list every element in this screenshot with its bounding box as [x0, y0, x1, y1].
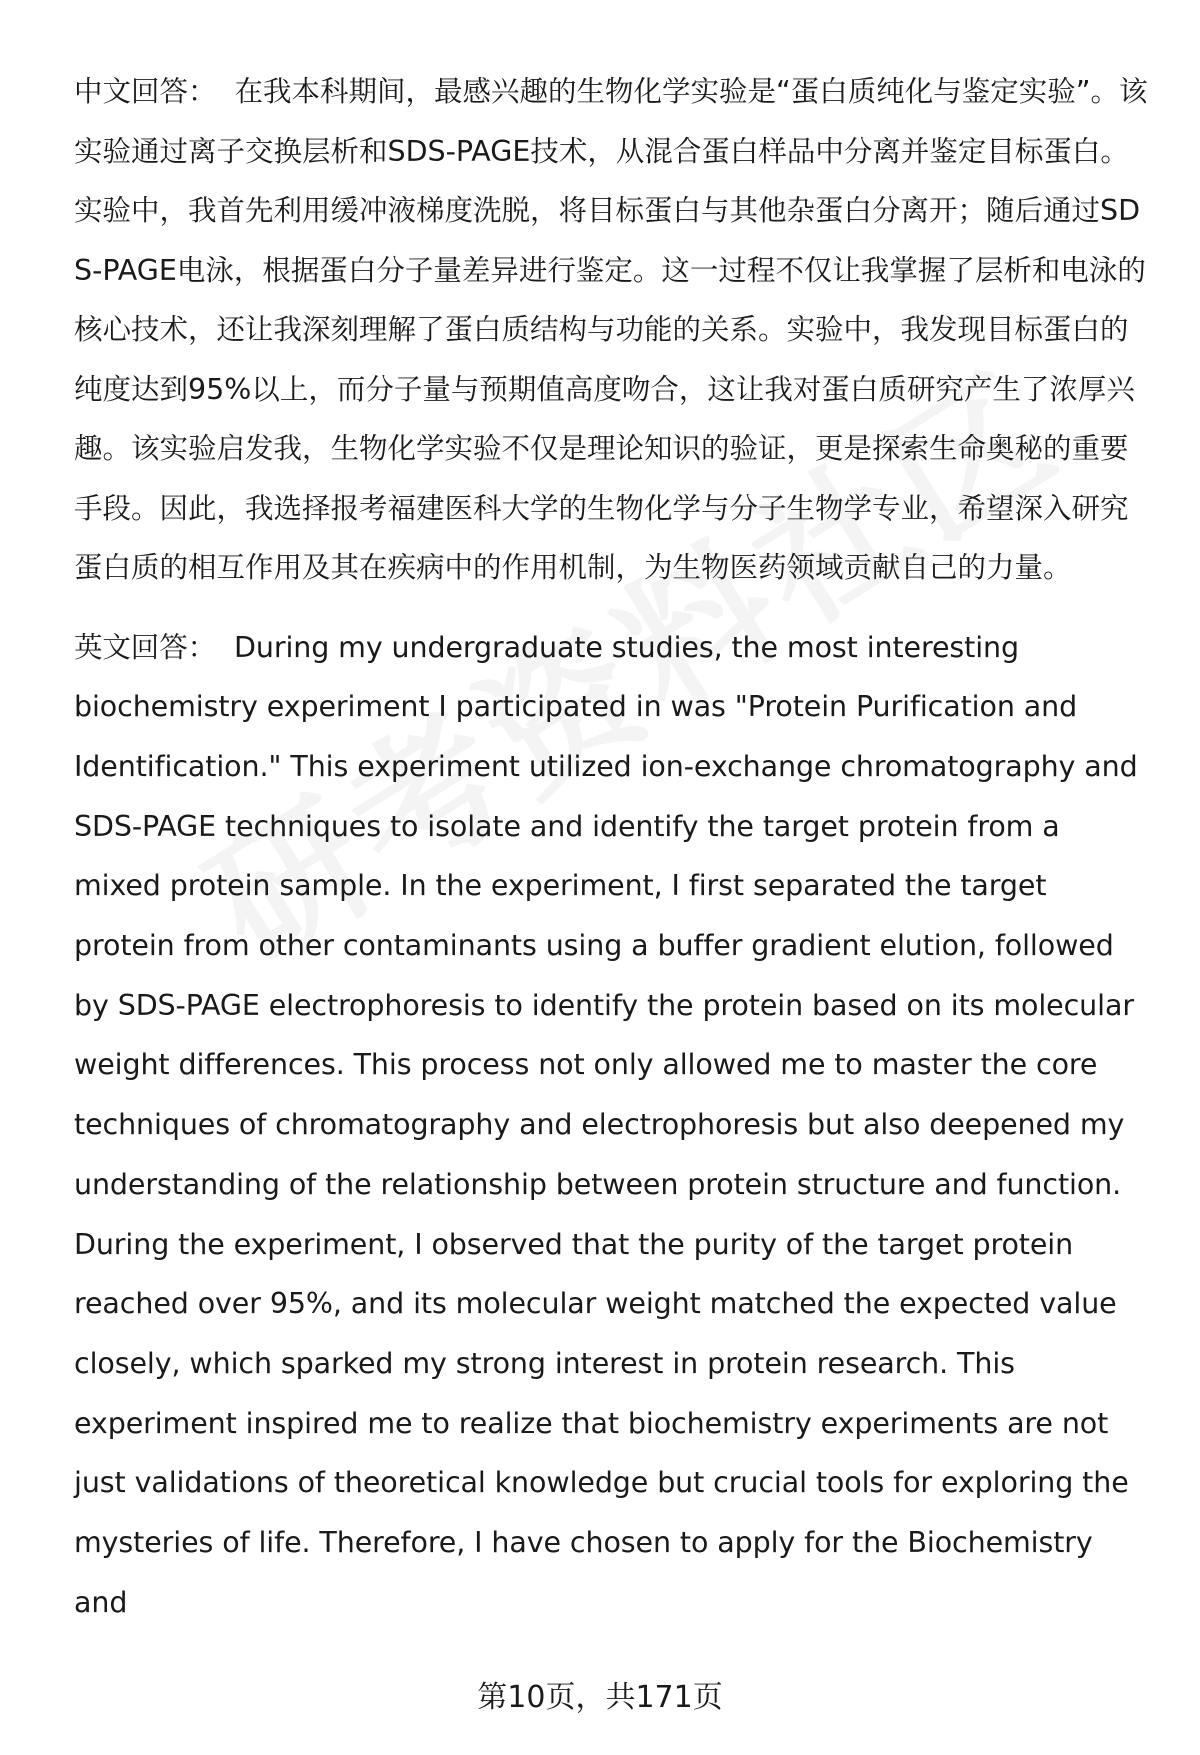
answer-content [74, 62, 1154, 1632]
english-answer-paragraph [74, 618, 1154, 1633]
english-answer-text: During my undergraduate studies, the most interesting biochemistry experiment I participated in was "Protein Purification and Identification." This experiment utilized ion-exchange chromatography and SDS-PAGE techniques to isolate and identify the target protein from a mixed protein sample. In the experiment, I first separated the target protein from other contaminants using a buffer gradient elution, followed by SDS-PAGE electrophoresis to identify the protein based on its molecular weight differences. This process not only allowed me to master the core techniques of chromatography and electrophoresis but also deepened my understanding of the relationship between protein structure and function. During the experiment, I observed that the purity of the target protein reached over 95%, and its molecular weight matched the expected value closely, which sparked my strong interest in protein research. This experiment inspired me to realize that biochemistry experiments are not just validations of theoretical knowledge but crucial tools for exploring the mysteries of life. Therefore, I have chosen to apply for the Biochemistry and [74, 630, 1138, 1619]
chinese-answer-paragraph [74, 62, 1154, 598]
chinese-answer-text: 在我本科期间，最感兴趣的生物化学实验是“蛋白质纯化与鉴定实验”。该实验通过离子交换层析和SDS-PAGE技术，从混合蛋白样品中分离并鉴定目标蛋白。实验中，我首先利用缓冲液梯度洗脱，将目标蛋白与其他杂蛋白分离开；随后通过SDS-PAGE电泳，根据蛋白分子量差异进行鉴定。这一过程不仅让我掌握了层析和电泳的核心技术，还让我深刻理解了蛋白质结构与功能的关系。实验中，我发现目标蛋白的纯度达到95%以上，而分子量与预期值高度吻合，这让我对蛋白质研究产生了浓厚兴趣。该实验启发我，生物化学实验不仅是理论知识的验证，更是探索生命奥秘的重要手段。因此，我选择报考福建医科大学的生物化学与分子生物学专业，希望深入研究蛋白质的相互作用及其在疾病中的作用机制，为生物医药领域贡献自己的力量。 [74, 75, 1148, 584]
page-number-footer: 第10页，共171页 [477, 1680, 723, 1715]
english-answer-label: 英文回答： [74, 630, 217, 664]
chinese-answer-label: 中文回答： [74, 75, 217, 108]
